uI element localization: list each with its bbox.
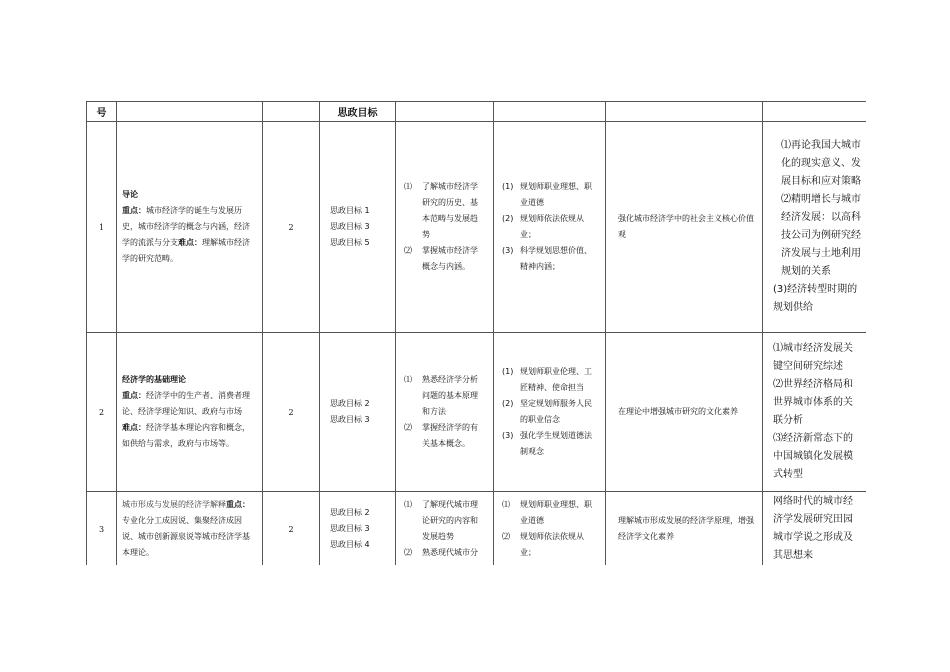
header-blank-2	[263, 102, 320, 122]
row-number: 3	[87, 492, 117, 566]
list-item: ⑴再论我国大城市化的现实意义、发展目标和应对策略	[781, 140, 861, 187]
ideology-goals: 思政目标 2 思政目标 3	[320, 333, 396, 492]
list-item: (3) 强化学生规划道德法制观念	[502, 431, 592, 456]
list-item: (1) 规划师职业伦理、工匠精神、使命担当	[502, 367, 592, 392]
list-item: ⑵ 掌握经济学的有关基本概念。	[404, 423, 478, 448]
value-statement: 在理论中增强城市研究的文化素养	[606, 333, 763, 492]
header-blank-3	[396, 102, 494, 122]
chapter-content	[117, 333, 263, 492]
case-list	[763, 122, 867, 333]
list-item: 网络时代的城市经济学发展研究田园城市学说之形成及其思想来	[773, 496, 853, 561]
list-item: ⑴ 熟悉经济学分析问题的基本原理和方法	[404, 375, 478, 416]
list-item: ⑵ 掌握城市经济学概念与内涵。	[404, 246, 478, 271]
case-list	[763, 333, 867, 492]
case-list	[763, 492, 867, 566]
list-item: ⑶经济新常态下的中国城镇化发展模式转型	[773, 433, 853, 480]
chapter-focus: 重点：经济学中的生产者、消费者理论、经济学理论知识、政府与市场	[122, 391, 250, 416]
chapter-title: 经济学的基础理论	[122, 375, 186, 384]
chapter-title: 导论	[122, 190, 138, 199]
class-hours: 2	[263, 333, 320, 492]
list-item: ⑴城市经济发展关键空间研究综述	[773, 343, 853, 372]
list-item: (1) 规划师职业理想、职业道德	[502, 182, 592, 207]
learning-objectives	[396, 492, 494, 566]
list-item: ⑵ 规划师依法依规从业；	[502, 532, 584, 557]
header-goal: 思政目标	[320, 102, 396, 122]
header-blank-6	[763, 102, 867, 122]
chapter-content	[117, 122, 263, 333]
table-row	[87, 492, 867, 566]
header-blank-5	[606, 102, 763, 122]
list-item: ⑴ 规划师职业理想、职业道德	[502, 500, 592, 525]
chapter-difficulty: 难点：经济学基本理论内容和概念，如供给与需求，政府与市场等。	[122, 423, 250, 448]
chapter-content	[117, 492, 263, 566]
learning-objectives	[396, 122, 494, 333]
chapter-focus: 城市形成与发展的经济学解释重点：专业化分工成因说、集聚经济成因说、城市创新源泉说等城市经济学基本理论。	[122, 500, 250, 557]
syllabus-table	[86, 101, 866, 565]
class-hours: 2	[263, 122, 320, 333]
list-item: (2) 规划师依法依规从业；	[502, 214, 584, 239]
list-item: ⑴ 了解现代城市理论研究的内容和发展趋势	[404, 500, 478, 541]
table-row	[87, 333, 867, 492]
list-item: (3)经济转型时期的规划供给	[773, 284, 858, 313]
header-num: 号	[87, 102, 117, 122]
list-item: ⑵世界经济格局和世界城市体系的关联分析	[773, 379, 853, 426]
header-row	[87, 102, 867, 122]
list-item: (3) 科学规划思想价值、精神内涵；	[502, 246, 592, 271]
ideology-points	[494, 333, 606, 492]
syllabus-table-region	[86, 101, 866, 565]
ideology-points	[494, 492, 606, 566]
list-item: ⑵ 熟悉现代城市分	[404, 548, 478, 557]
row-number: 1	[87, 122, 117, 333]
row-number: 2	[87, 333, 117, 492]
ideology-points	[494, 122, 606, 333]
header-blank-1	[117, 102, 263, 122]
chapter-focus: 重点：城市经济学的诞生与发展历史，城市经济学的概念与内涵，经济学的流派与分支难点：理解城市经济学的研究范畴。	[122, 206, 250, 263]
class-hours: 2	[263, 492, 320, 566]
ideology-goals: 思政目标 2 思政目标 3 思政目标 4	[320, 492, 396, 566]
list-item: (2) 坚定规划师服务人民的职业信念	[502, 399, 592, 424]
header-blank-4	[494, 102, 606, 122]
table-row	[87, 122, 867, 333]
learning-objectives	[396, 333, 494, 492]
ideology-goals: 思政目标 1 思政目标 3 思政目标 5	[320, 122, 396, 333]
list-item: ⑵精明增长与城市经济发展：以高科技公司为例研究经济发展与土地利用规划的关系	[781, 194, 861, 277]
value-statement: 理解城市形成发展的经济学原理，增强经济学文化素养	[606, 492, 763, 566]
value-statement: 强化城市经济学中的社会主义核心价值观	[606, 122, 763, 333]
list-item: ⑴ 了解城市经济学研究的历史、基本范畴与发展趋势	[404, 182, 478, 239]
